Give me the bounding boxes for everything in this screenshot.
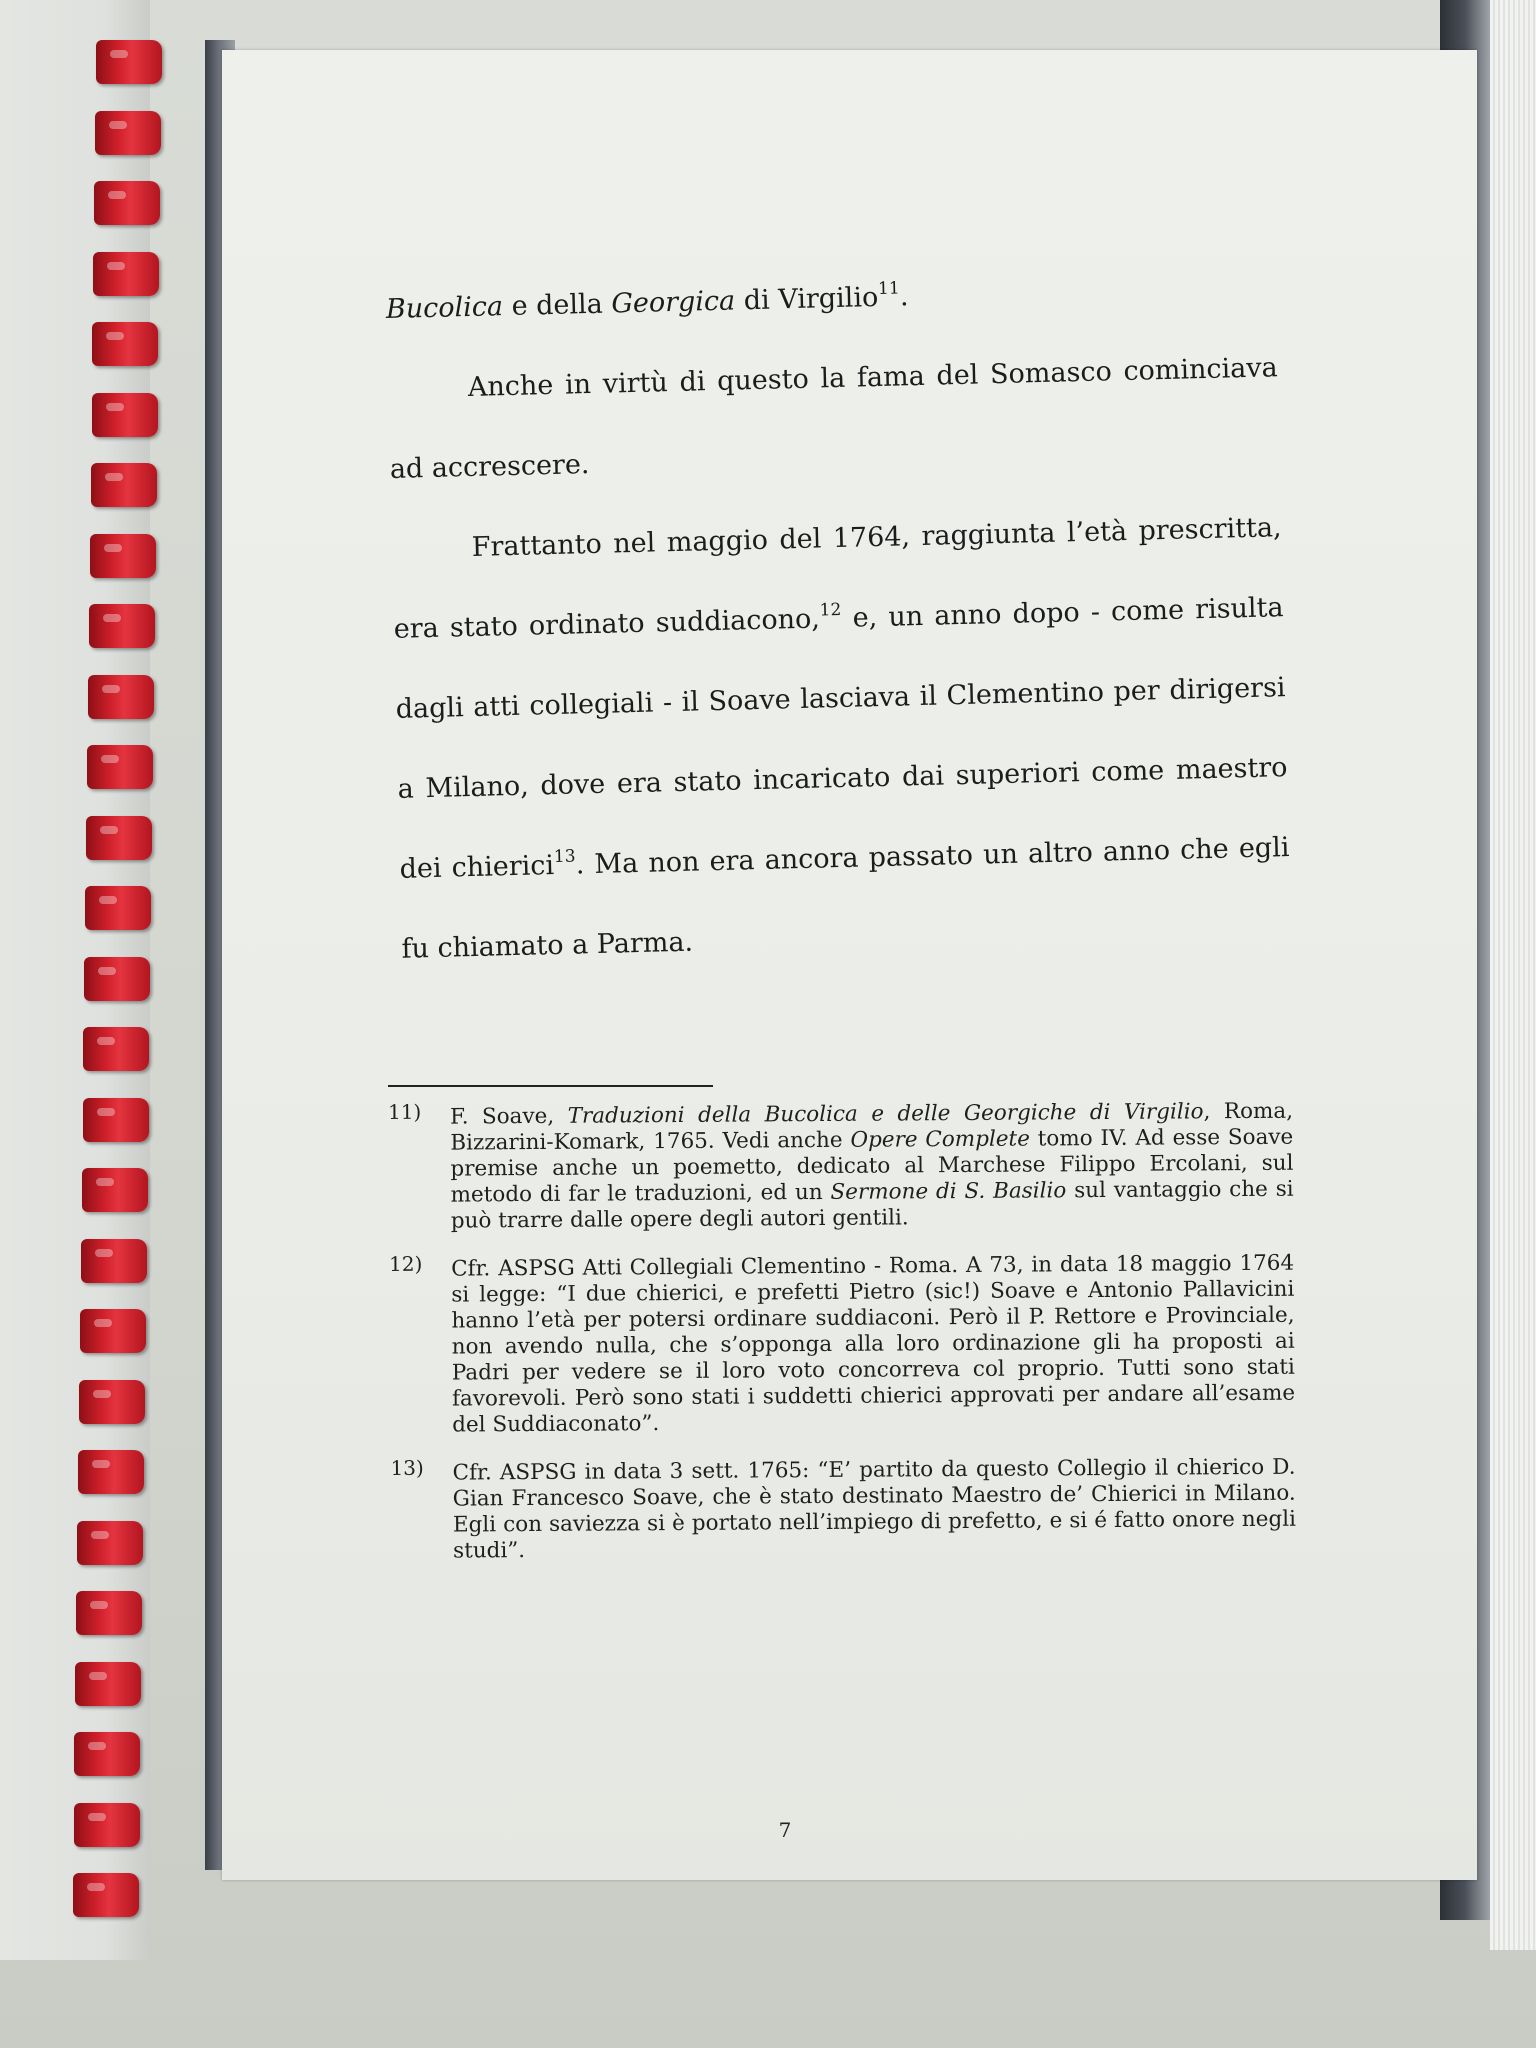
paragraph (391, 488, 1292, 990)
text-run: Frattanto nel maggio del 1764, raggiunta l’età prescritta, era stato ordinato suddiacono, (393, 512, 1282, 645)
footnote-number (390, 1455, 453, 1565)
text-run: tomo IV. Ad esse Soave premise anche un poemetto, dedicato al Marchese Filippo Ercolani, sul metodo di far le traduzioni, ed un (450, 1124, 1294, 1208)
page-number: 7 (778, 1818, 792, 1842)
text-run: Traduzioni della Bucolica e delle Georgiche di Virgilio (567, 1099, 1204, 1129)
text-run: Cfr. ASPSG in data 3 sett. 1765: “E’ partito da questo Collegio il chierico D. Gian Francesco Soave, che è stato destinato Maestro de’ Chierici in Milano. Egli con saviezza si è portato nell’impiego di prefetto, e si é fatto onore negli studi”. (452, 1454, 1297, 1564)
binding-coil (94, 181, 160, 225)
binding-coil (90, 534, 156, 578)
text-run: Georgica (610, 285, 736, 320)
footnote-text (452, 1455, 1296, 1565)
binding-coil (73, 1873, 139, 1917)
text-run: . (899, 281, 909, 313)
text-run: Opere Complete (850, 1126, 1030, 1153)
binding-coil (80, 1309, 146, 1353)
body-text (385, 248, 1292, 990)
binding-coil (77, 1521, 143, 1565)
binding-coil (76, 1591, 142, 1635)
binding-coil (86, 816, 152, 860)
binding-coil (88, 675, 154, 719)
footnote-reference: 11 (877, 278, 900, 299)
binding-coil (96, 40, 162, 84)
binding-coil (83, 1098, 149, 1142)
footnote-number-label: 13) (390, 1455, 424, 1480)
binding-coil (74, 1803, 140, 1847)
text-run: e della (502, 288, 612, 323)
binding-coil (84, 957, 150, 1001)
footnote-text (450, 1099, 1294, 1235)
footnote-text (451, 1251, 1295, 1439)
text-run: sul vantaggio che si può trarre dalle opere degli autori gentili. (450, 1176, 1294, 1234)
text-run: Anche in virtù di questo la fama del Somasco cominciava ad accrescere. (389, 352, 1279, 485)
footnote-reference: 13 (553, 846, 576, 868)
binding-coil (91, 463, 157, 507)
footnote-number-label: 12) (389, 1251, 423, 1276)
text-run: e, un anno dopo - come risulta dagli atti collegiali - il Soave lasciava il Clementino per dirigersi a Milano, dove era stato incaricato dai superiori come maestro dei chierici (395, 592, 1288, 885)
text-run: F. Soave, (449, 1103, 568, 1130)
binding-coil (89, 604, 155, 648)
binding-coil (83, 1027, 149, 1071)
binding-coil (92, 322, 158, 366)
footnotes (388, 1099, 1296, 1587)
paragraph (387, 328, 1281, 510)
binding-coil (93, 252, 159, 296)
binding-coil (81, 1239, 147, 1283)
binding-coil (75, 1662, 141, 1706)
footnote (390, 1455, 1296, 1565)
text-run: . Ma non era ancora passato un altro anno che egli fu chiamato a Parma. (401, 832, 1290, 965)
binding-coil (74, 1732, 140, 1776)
binding-coil (92, 393, 158, 437)
footnote-reference: 12 (819, 599, 842, 621)
binding-coil (78, 1450, 144, 1494)
binding-coil (87, 745, 153, 789)
footnote-number (387, 1099, 451, 1235)
binding-coil (85, 886, 151, 930)
binding-coil (95, 111, 161, 155)
binding-coil (79, 1380, 145, 1424)
footnote (389, 1251, 1295, 1439)
binding-coil (82, 1168, 148, 1212)
text-run: Bucolica (385, 291, 504, 325)
footnote-number (389, 1251, 452, 1439)
page-stack (1490, 0, 1536, 1950)
footnote (388, 1099, 1294, 1235)
spiral-binding (96, 40, 166, 1940)
text-run: , Roma, Bizzarini-Komark, 1765. Vedi anche (450, 1098, 1294, 1156)
footnote-number-label: 11) (387, 1099, 422, 1124)
text-run: Sermone di S. Basilio (830, 1178, 1067, 1205)
footnote-divider (388, 1085, 713, 1087)
text-run: Cfr. ASPSG Atti Collegiali Clementino - Roma. A 73, in data 18 maggio 1764 si legge: “I due chierici, e prefetti Pietro (sic!) Soave e Antonio Pallavicini hanno l’età per potersi ordinare suddiaconi. Però il P. Rettore e Provinciale, non avendo nulla, che s’opponga alla loro ordinazione gli ha proposti ai Padri per vedere se il loro voto concorreva col proprio. Tutti sono stati favorevoli. Però sono stati i suddetti chierici approvati per andare all’esame del Suddiaconato”. (451, 1250, 1296, 1438)
text-run: di Virgilio (734, 281, 879, 317)
